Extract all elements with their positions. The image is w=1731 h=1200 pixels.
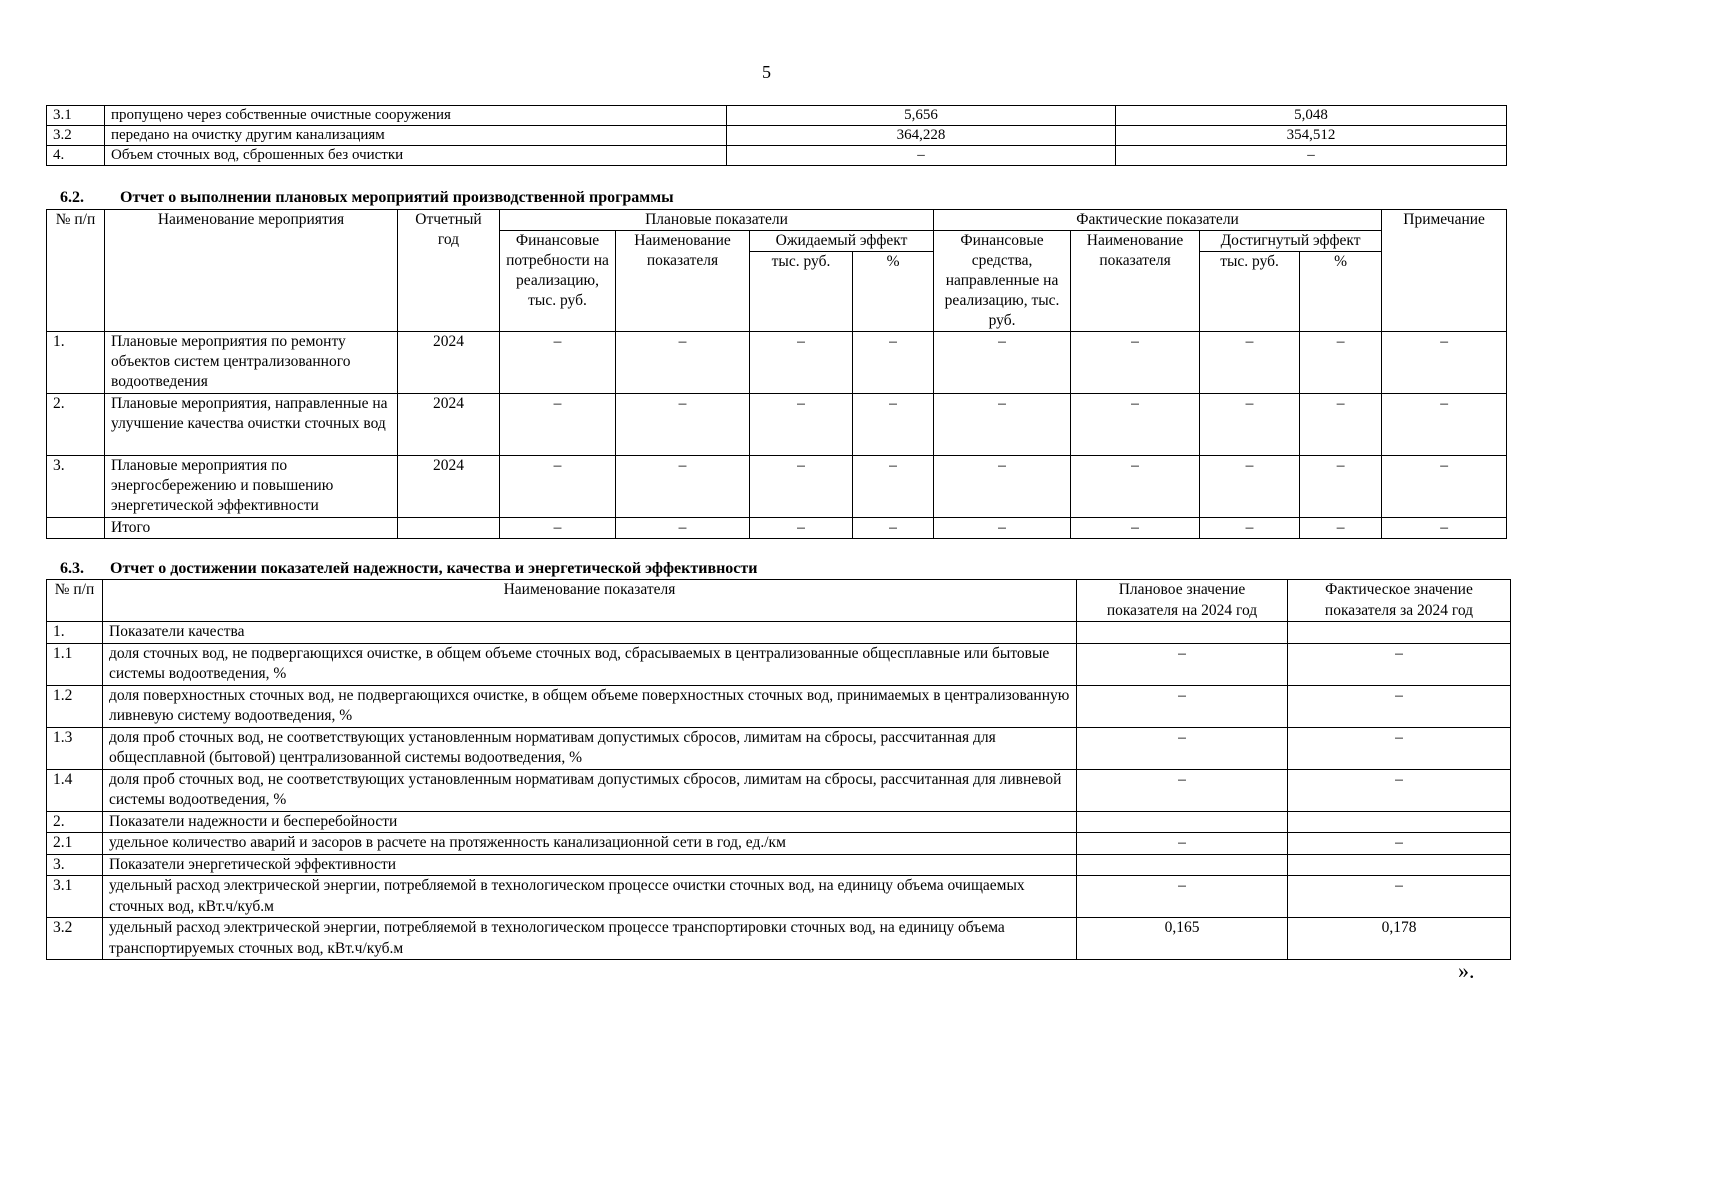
row-name: передано на очистку другим канализациям <box>105 126 727 146</box>
row-number: 1.1 <box>47 643 103 685</box>
table-row <box>47 394 1507 456</box>
row-number: 3.2 <box>47 918 103 960</box>
header-num: № п/п <box>47 210 105 332</box>
fact-value: – <box>1288 833 1511 855</box>
row-value-plan: 364,228 <box>727 126 1116 146</box>
indicator-name: доля проб сточных вод, не соответствующих установленным нормативам допустимых сбросов, лимитам на сбросы, рассчитанная для ливневой системы водоотведения, % <box>103 769 1077 811</box>
fact-thous-rub: – <box>1200 332 1300 394</box>
table-row <box>47 876 1511 918</box>
row-value-plan: 5,656 <box>727 106 1116 126</box>
note: – <box>1382 518 1507 539</box>
fact-indicator: – <box>1071 456 1200 518</box>
report-year: 2024 <box>398 456 500 518</box>
plan-indicator: – <box>616 394 750 456</box>
fact-value: – <box>1288 876 1511 918</box>
row-number <box>47 518 105 539</box>
table-row <box>47 811 1511 833</box>
header-num: № п/п <box>47 580 103 622</box>
table-row <box>47 918 1511 960</box>
header-activity-name: Наименование мероприятия <box>105 210 398 332</box>
header-fact-value: Фактическое значение показателя за 2024 год <box>1288 580 1511 622</box>
plan-value: – <box>1077 833 1288 855</box>
row-name: Объем сточных вод, сброшенных без очистки <box>105 146 727 166</box>
plan-value <box>1077 854 1288 876</box>
indicator-name: доля проб сточных вод, не соответствующих установленным нормативам допустимых сбросов, лимитам на сбросы, рассчитанная для общесплавной (бытовой) централизованной системы водоотведения, % <box>103 727 1077 769</box>
row-value-fact: 354,512 <box>1116 126 1507 146</box>
header-plan-group: Плановые показатели <box>500 210 934 231</box>
fact-percent: – <box>1300 518 1382 539</box>
table-row <box>47 332 1507 394</box>
indicator-name: удельное количество аварий и засоров в расчете на протяженность канализационной сети в год, ед./км <box>103 833 1077 855</box>
section-63-heading <box>60 559 757 579</box>
row-number: 1.2 <box>47 685 103 727</box>
activity-name: Плановые мероприятия, направленные на улучшение качества очистки сточных вод <box>105 394 398 456</box>
fact-value: – <box>1288 727 1511 769</box>
indicator-name: Показатели надежности и бесперебойности <box>103 811 1077 833</box>
report-year: 2024 <box>398 332 500 394</box>
header-plan-thous-rub: тыс. руб. <box>750 252 853 332</box>
note: – <box>1382 332 1507 394</box>
fact-indicator: – <box>1071 332 1200 394</box>
plan-value <box>1077 811 1288 833</box>
closing-quote: ». <box>1458 958 1475 983</box>
table-row <box>47 643 1511 685</box>
plan-fin: – <box>500 332 616 394</box>
table-row <box>47 146 1507 166</box>
plan-percent: – <box>853 518 934 539</box>
fact-thous-rub: – <box>1200 518 1300 539</box>
total-row <box>47 518 1507 539</box>
row-value-plan: – <box>727 146 1116 166</box>
header-fact-percent: % <box>1300 252 1382 332</box>
header-note: Примечание <box>1382 210 1507 332</box>
row-number: 3.2 <box>47 126 105 146</box>
plan-fin: – <box>500 394 616 456</box>
indicator-name: Показатели энергетической эффективности <box>103 854 1077 876</box>
header-fact-thous-rub: тыс. руб. <box>1200 252 1300 332</box>
header-indicator-name: Наименование показателя <box>103 580 1077 622</box>
row-number: 2.1 <box>47 833 103 855</box>
table-row <box>47 854 1511 876</box>
fact-indicator: – <box>1071 394 1200 456</box>
section-62-heading <box>60 188 674 208</box>
header-plan-indicator: Наименование показателя <box>616 231 750 332</box>
fact-value: – <box>1288 769 1511 811</box>
header-expected-effect: Ожидаемый эффект <box>750 231 934 252</box>
fact-fin: – <box>934 332 1071 394</box>
plan-percent: – <box>853 456 934 518</box>
plan-value: – <box>1077 685 1288 727</box>
activity-name: Плановые мероприятия по ремонту объектов систем централизованного водоотведения <box>105 332 398 394</box>
plan-value: – <box>1077 727 1288 769</box>
plan-indicator: – <box>616 332 750 394</box>
fact-percent: – <box>1300 456 1382 518</box>
fact-thous-rub: – <box>1200 394 1300 456</box>
fact-value <box>1288 811 1511 833</box>
row-number: 1. <box>47 622 103 644</box>
row-number: 1.3 <box>47 727 103 769</box>
header-plan-fin: Финансовые потребности на реализацию, тыс. руб. <box>500 231 616 332</box>
note: – <box>1382 456 1507 518</box>
total-label: Итого <box>105 518 398 539</box>
plan-value: – <box>1077 876 1288 918</box>
header-fact-fin: Финансовые средства, направленные на реализацию, тыс. руб. <box>934 231 1071 332</box>
plan-value <box>1077 622 1288 644</box>
plan-percent: – <box>853 394 934 456</box>
row-number: 1. <box>47 332 105 394</box>
plan-value: – <box>1077 769 1288 811</box>
plan-fin: – <box>500 456 616 518</box>
header-plan-percent: % <box>853 252 934 332</box>
plan-indicator: – <box>616 518 750 539</box>
indicator-name: удельный расход электрической энергии, потребляемой в технологическом процессе очистки сточных вод, на единицу объема очищаемых сточных вод, кВт.ч/куб.м <box>103 876 1077 918</box>
indicator-name: доля сточных вод, не подвергающихся очистке, в общем объеме сточных вод, сбрасываемых в централизованные общесплавные или бытовые системы водоотведения, % <box>103 643 1077 685</box>
table-row <box>47 106 1507 126</box>
indicators-table <box>46 579 1511 960</box>
plan-indicator: – <box>616 456 750 518</box>
table-row <box>47 769 1511 811</box>
row-name: пропущено через собственные очистные сооружения <box>105 106 727 126</box>
table-row <box>47 456 1507 518</box>
fact-fin: – <box>934 518 1071 539</box>
report-year <box>398 518 500 539</box>
row-number: 2. <box>47 811 103 833</box>
plan-percent: – <box>853 332 934 394</box>
plan-thous-rub: – <box>750 332 853 394</box>
row-number: 2. <box>47 394 105 456</box>
indicator-name: удельный расход электрической энергии, потребляемой в технологическом процессе транспортировки сточных вод, на единицу объема транспортируемых сточных вод, кВт.ч/куб.м <box>103 918 1077 960</box>
header-fact-indicator: Наименование показателя <box>1071 231 1200 332</box>
header-year: Отчетный год <box>398 210 500 332</box>
row-number: 3.1 <box>47 876 103 918</box>
section-title: Отчет о выполнении плановых мероприятий производственной программы <box>120 189 674 206</box>
section-number: 6.3. <box>60 560 84 577</box>
fact-indicator: – <box>1071 518 1200 539</box>
plan-fin: – <box>500 518 616 539</box>
activities-table <box>46 209 1507 539</box>
header-achieved-effect: Достигнутый эффект <box>1200 231 1382 252</box>
fact-thous-rub: – <box>1200 456 1300 518</box>
page-number: 5 <box>762 62 771 82</box>
table-row <box>47 126 1507 146</box>
plan-thous-rub: – <box>750 394 853 456</box>
volume-table <box>46 105 1507 166</box>
plan-thous-rub: – <box>750 456 853 518</box>
fact-percent: – <box>1300 394 1382 456</box>
table-row <box>47 622 1511 644</box>
section-number: 6.2. <box>60 189 84 206</box>
header-plan-value: Плановое значение показателя на 2024 год <box>1077 580 1288 622</box>
header-fact-group: Фактические показатели <box>934 210 1382 231</box>
fact-value: – <box>1288 685 1511 727</box>
fact-fin: – <box>934 456 1071 518</box>
indicator-name: доля поверхностных сточных вод, не подвергающихся очистке, в общем объеме поверхностных сточных вод, принимаемых в централизованную ливневую систему водоотведения, % <box>103 685 1077 727</box>
plan-value: 0,165 <box>1077 918 1288 960</box>
row-number: 4. <box>47 146 105 166</box>
note: – <box>1382 394 1507 456</box>
table-row <box>47 685 1511 727</box>
row-number: 3. <box>47 456 105 518</box>
fact-value <box>1288 854 1511 876</box>
fact-fin: – <box>934 394 1071 456</box>
row-number: 3. <box>47 854 103 876</box>
row-value-fact: 5,048 <box>1116 106 1507 126</box>
row-value-fact: – <box>1116 146 1507 166</box>
table-row <box>47 833 1511 855</box>
table-row <box>47 727 1511 769</box>
fact-value <box>1288 622 1511 644</box>
plan-thous-rub: – <box>750 518 853 539</box>
indicator-name: Показатели качества <box>103 622 1077 644</box>
activity-name: Плановые мероприятия по энергосбережению и повышению энергетической эффективности <box>105 456 398 518</box>
section-title: Отчет о достижении показателей надежности, качества и энергетической эффективности <box>110 560 758 577</box>
fact-value: 0,178 <box>1288 918 1511 960</box>
report-year: 2024 <box>398 394 500 456</box>
row-number: 1.4 <box>47 769 103 811</box>
fact-percent: – <box>1300 332 1382 394</box>
plan-value: – <box>1077 643 1288 685</box>
fact-value: – <box>1288 643 1511 685</box>
row-number: 3.1 <box>47 106 105 126</box>
